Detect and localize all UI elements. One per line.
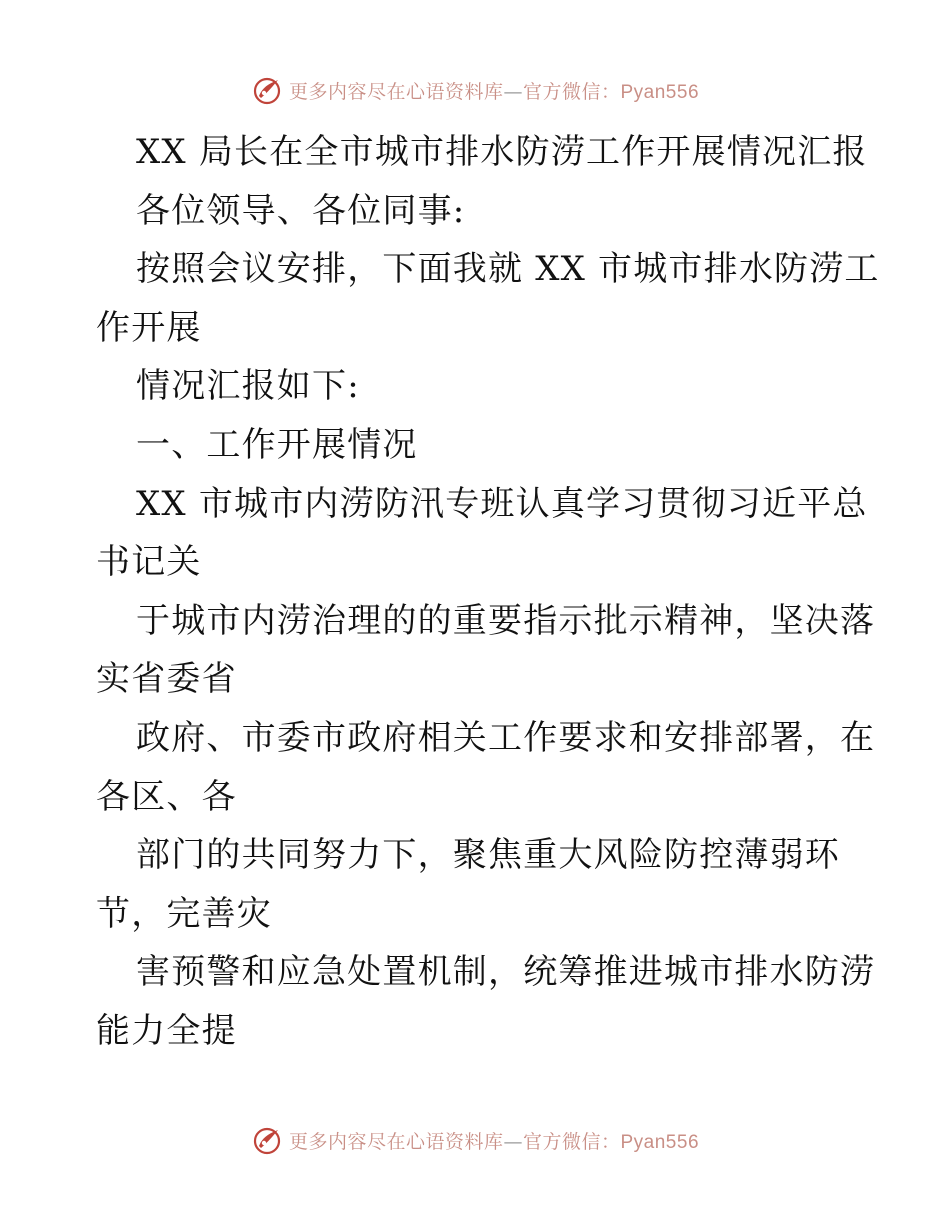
brand-logo-icon xyxy=(251,1124,283,1156)
watermark-text xyxy=(289,1127,699,1154)
paragraph-line: 情况汇报如下: xyxy=(136,366,360,407)
paragraph-line: 实省委省 xyxy=(96,659,237,700)
header-watermark xyxy=(0,70,950,110)
paragraph-line: 作开展 xyxy=(96,307,202,348)
brand-logo-icon xyxy=(251,74,283,106)
paragraph-line: 于城市内涝治理的的重要指示批示精神，坚决落 xyxy=(136,600,876,641)
footer-watermark xyxy=(0,1120,950,1160)
paragraph-line: 节，完善灾 xyxy=(96,893,272,934)
watermark-separator: — xyxy=(503,80,523,103)
watermark-library: 更多内容尽在心语资料库 xyxy=(288,1130,504,1153)
document-salutation: 各位领导、各位同事: xyxy=(136,190,466,231)
watermark-contact-label: 官方微信： xyxy=(522,80,621,103)
paragraph-line: 害预警和应急处置机制，统筹推进城市排水防涝 xyxy=(136,952,876,993)
watermark-contact-id: Pyan556 xyxy=(620,81,700,103)
paragraph-line: 各区、各 xyxy=(96,776,237,817)
watermark-contact-id: Pyan556 xyxy=(620,1131,700,1153)
paragraph-line: 部门的共同努力下，聚焦重大风险防控薄弱环 xyxy=(136,835,840,876)
watermark-contact-label: 官方微信： xyxy=(522,1130,621,1153)
document-title: XX 局长在全市城市排水防涝工作开展情况汇报 xyxy=(136,132,868,172)
section-heading: 一、工作开展情况 xyxy=(136,424,418,465)
document-body xyxy=(96,123,880,1061)
watermark-library: 更多内容尽在心语资料库 xyxy=(288,80,504,103)
paragraph-line: 按照会议安排，下面我就 XX 市城市排水防涝工 xyxy=(136,249,880,290)
paragraph-line: 政府、市委市政府相关工作要求和安排部署，在 xyxy=(136,717,876,758)
paragraph-line: XX 市城市内涝防汛专班认真学习贯彻习近平总 xyxy=(136,483,868,524)
paragraph-line: 书记关 xyxy=(96,542,202,583)
watermark-text xyxy=(289,77,699,104)
watermark-separator: — xyxy=(503,1130,523,1153)
paragraph-line: 能力全提 xyxy=(96,1010,237,1051)
